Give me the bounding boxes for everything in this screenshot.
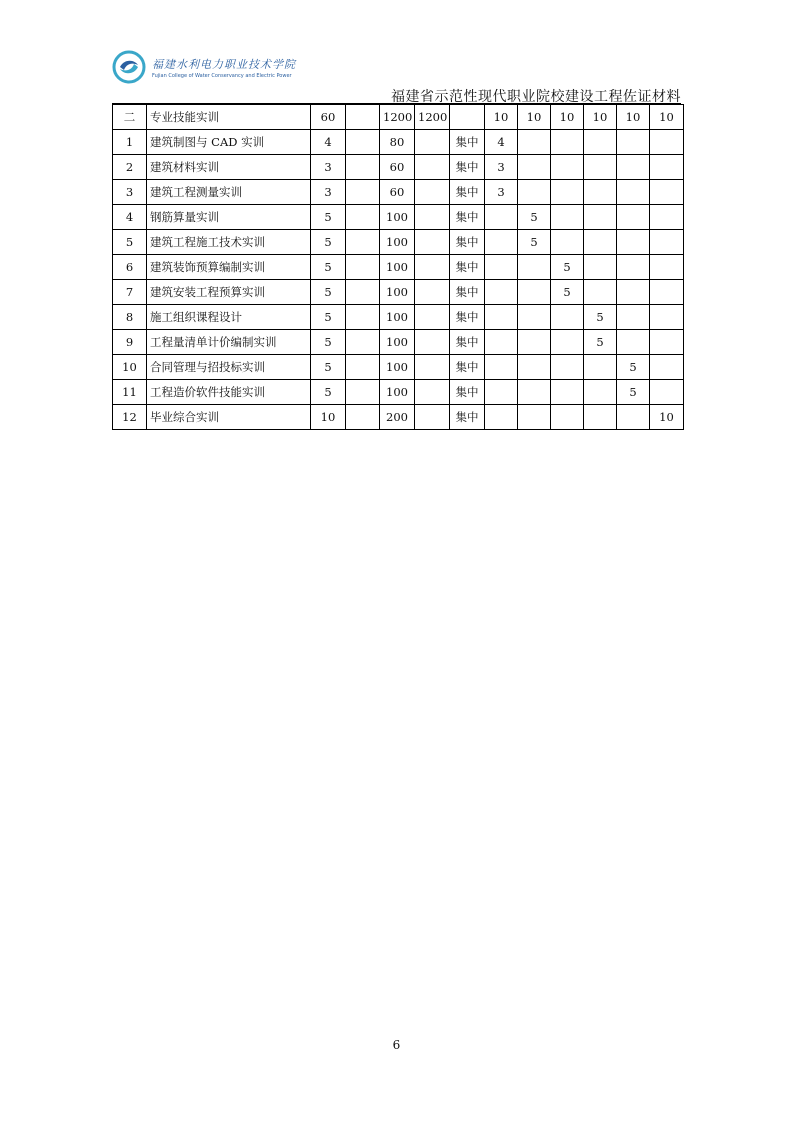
credits-extra-cell xyxy=(346,155,380,180)
sem-6-cell xyxy=(650,130,684,155)
table-row xyxy=(113,230,684,255)
table-row xyxy=(113,130,684,155)
sem-3-cell: 5 xyxy=(551,255,584,280)
delivery-mode-cell: 集中 xyxy=(450,280,485,305)
delivery-mode-cell: 集中 xyxy=(450,330,485,355)
table-row xyxy=(113,205,684,230)
sem-3-cell xyxy=(551,305,584,330)
total-hours-cell: 200 xyxy=(380,405,415,430)
course-name-cell: 毕业综合实训 xyxy=(147,405,311,430)
credits-cell: 5 xyxy=(311,280,346,305)
credits-cell: 5 xyxy=(311,355,346,380)
table-row xyxy=(113,180,684,205)
sem-6-cell xyxy=(650,155,684,180)
seq-no-cell: 11 xyxy=(113,380,147,405)
practice-hours-cell xyxy=(415,355,450,380)
sem-6-cell xyxy=(650,280,684,305)
total-hours-cell: 100 xyxy=(380,280,415,305)
credits-cell: 5 xyxy=(311,230,346,255)
seq-no-cell: 7 xyxy=(113,280,147,305)
credits-extra-cell xyxy=(346,105,380,130)
sem-2-cell: 5 xyxy=(518,230,551,255)
course-name-cell: 施工组织课程设计 xyxy=(147,305,311,330)
practice-hours-cell xyxy=(415,255,450,280)
sem-3-cell: 5 xyxy=(551,280,584,305)
sem-5-cell: 5 xyxy=(617,355,650,380)
page-number: 6 xyxy=(392,1038,401,1052)
sem-2-cell xyxy=(518,355,551,380)
sem-2-cell: 5 xyxy=(518,205,551,230)
sem-5-cell xyxy=(617,330,650,355)
sem-4-cell xyxy=(584,255,617,280)
credits-extra-cell xyxy=(346,355,380,380)
credits-cell: 5 xyxy=(311,305,346,330)
college-logo xyxy=(112,50,296,90)
sem-5-cell xyxy=(617,255,650,280)
sem-3-cell xyxy=(551,330,584,355)
sem-2-cell xyxy=(518,155,551,180)
sem-5-cell xyxy=(617,280,650,305)
sem-1-cell xyxy=(485,305,518,330)
credits-extra-cell xyxy=(346,230,380,255)
sem-1-cell: 3 xyxy=(485,155,518,180)
credits-extra-cell xyxy=(346,205,380,230)
course-name-cell: 工程造价软件技能实训 xyxy=(147,380,311,405)
seq-no-cell: 6 xyxy=(113,255,147,280)
credits-extra-cell xyxy=(346,280,380,305)
credits-cell: 5 xyxy=(311,330,346,355)
practice-hours-cell xyxy=(415,405,450,430)
sem-1-cell xyxy=(485,355,518,380)
credits-extra-cell xyxy=(346,255,380,280)
sem-6-cell xyxy=(650,230,684,255)
sem-4-cell xyxy=(584,130,617,155)
sem-5-cell xyxy=(617,205,650,230)
course-name-cell: 建筑工程测量实训 xyxy=(147,180,311,205)
table-row xyxy=(113,105,684,130)
sem-3-cell xyxy=(551,130,584,155)
logo-chinese-name: 福建水利电力职业技术学院 xyxy=(152,58,296,71)
sem-4-cell xyxy=(584,155,617,180)
sem-1-cell xyxy=(485,230,518,255)
total-hours-cell: 100 xyxy=(380,230,415,255)
sem-4-cell xyxy=(584,280,617,305)
seq-no-cell: 二 xyxy=(113,105,147,130)
sem-4-cell: 5 xyxy=(584,305,617,330)
sem-5-cell: 10 xyxy=(617,105,650,130)
credits-extra-cell xyxy=(346,305,380,330)
credits-cell: 5 xyxy=(311,205,346,230)
delivery-mode-cell: 集中 xyxy=(450,380,485,405)
sem-6-cell xyxy=(650,305,684,330)
sem-3-cell xyxy=(551,205,584,230)
sem-4-cell xyxy=(584,355,617,380)
sem-3-cell xyxy=(551,380,584,405)
sem-1-cell: 3 xyxy=(485,180,518,205)
delivery-mode-cell: 集中 xyxy=(450,180,485,205)
practice-hours-cell xyxy=(415,230,450,255)
sem-5-cell: 5 xyxy=(617,380,650,405)
sem-4-cell: 5 xyxy=(584,330,617,355)
seq-no-cell: 8 xyxy=(113,305,147,330)
sem-6-cell xyxy=(650,330,684,355)
logo-english-name: Fujian College of Water Conservancy and Electric Power xyxy=(152,73,292,79)
table-row xyxy=(113,255,684,280)
sem-1-cell xyxy=(485,205,518,230)
sem-6-cell: 10 xyxy=(650,105,684,130)
delivery-mode-cell: 集中 xyxy=(450,405,485,430)
sem-5-cell xyxy=(617,230,650,255)
sem-3-cell xyxy=(551,155,584,180)
total-hours-cell: 100 xyxy=(380,355,415,380)
total-hours-cell: 80 xyxy=(380,130,415,155)
sem-5-cell xyxy=(617,180,650,205)
delivery-mode-cell: 集中 xyxy=(450,205,485,230)
sem-1-cell: 4 xyxy=(485,130,518,155)
sem-1-cell xyxy=(485,255,518,280)
training-plan-table xyxy=(112,104,684,430)
credits-cell: 4 xyxy=(311,130,346,155)
sem-5-cell xyxy=(617,305,650,330)
delivery-mode-cell: 集中 xyxy=(450,355,485,380)
sem-2-cell xyxy=(518,130,551,155)
seq-no-cell: 3 xyxy=(113,180,147,205)
course-name-cell: 专业技能实训 xyxy=(147,105,311,130)
delivery-mode-cell: 集中 xyxy=(450,230,485,255)
sem-2-cell xyxy=(518,305,551,330)
delivery-mode-cell: 集中 xyxy=(450,155,485,180)
sem-4-cell xyxy=(584,180,617,205)
sem-2-cell xyxy=(518,280,551,305)
seq-no-cell: 10 xyxy=(113,355,147,380)
sem-1-cell xyxy=(485,380,518,405)
practice-hours-cell xyxy=(415,180,450,205)
table-row xyxy=(113,380,684,405)
table-row xyxy=(113,330,684,355)
total-hours-cell: 100 xyxy=(380,380,415,405)
practice-hours-cell xyxy=(415,380,450,405)
seq-no-cell: 12 xyxy=(113,405,147,430)
credits-cell: 5 xyxy=(311,380,346,405)
course-name-cell: 建筑工程施工技术实训 xyxy=(147,230,311,255)
sem-1-cell: 10 xyxy=(485,105,518,130)
total-hours-cell: 60 xyxy=(380,155,415,180)
sem-2-cell xyxy=(518,255,551,280)
sem-6-cell xyxy=(650,205,684,230)
seq-no-cell: 2 xyxy=(113,155,147,180)
practice-hours-cell: 1200 xyxy=(415,105,450,130)
total-hours-cell: 100 xyxy=(380,205,415,230)
sem-3-cell: 10 xyxy=(551,105,584,130)
sem-6-cell xyxy=(650,255,684,280)
seq-no-cell: 5 xyxy=(113,230,147,255)
sem-2-cell xyxy=(518,180,551,205)
total-hours-cell: 100 xyxy=(380,305,415,330)
practice-hours-cell xyxy=(415,155,450,180)
sem-2-cell xyxy=(518,380,551,405)
sem-1-cell xyxy=(485,280,518,305)
practice-hours-cell xyxy=(415,280,450,305)
course-name-cell: 工程量清单计价编制实训 xyxy=(147,330,311,355)
sem-5-cell xyxy=(617,130,650,155)
credits-cell: 3 xyxy=(311,155,346,180)
sem-5-cell xyxy=(617,405,650,430)
total-hours-cell: 60 xyxy=(380,180,415,205)
total-hours-cell: 100 xyxy=(380,255,415,280)
table-row xyxy=(113,355,684,380)
delivery-mode-cell xyxy=(450,105,485,130)
sem-4-cell xyxy=(584,380,617,405)
sem-3-cell xyxy=(551,180,584,205)
course-name-cell: 建筑装饰预算编制实训 xyxy=(147,255,311,280)
course-name-cell: 建筑制图与 CAD 实训 xyxy=(147,130,311,155)
credits-cell: 3 xyxy=(311,180,346,205)
course-name-cell: 合同管理与招投标实训 xyxy=(147,355,311,380)
sem-4-cell xyxy=(584,405,617,430)
table-row xyxy=(113,280,684,305)
total-hours-cell: 1200 xyxy=(380,105,415,130)
sem-4-cell xyxy=(584,230,617,255)
sem-5-cell xyxy=(617,155,650,180)
sem-3-cell xyxy=(551,405,584,430)
sem-2-cell xyxy=(518,330,551,355)
delivery-mode-cell: 集中 xyxy=(450,305,485,330)
table-row xyxy=(113,155,684,180)
total-hours-cell: 100 xyxy=(380,330,415,355)
seq-no-cell: 1 xyxy=(113,130,147,155)
practice-hours-cell xyxy=(415,130,450,155)
practice-hours-cell xyxy=(415,205,450,230)
sem-6-cell xyxy=(650,180,684,205)
seq-no-cell: 4 xyxy=(113,205,147,230)
document-header-title: 福建省示范性现代职业院校建设工程佐证材料 xyxy=(391,89,681,105)
credits-extra-cell xyxy=(346,180,380,205)
course-name-cell: 钢筋算量实训 xyxy=(147,205,311,230)
sem-1-cell xyxy=(485,330,518,355)
delivery-mode-cell: 集中 xyxy=(450,255,485,280)
sem-6-cell xyxy=(650,355,684,380)
credits-cell: 60 xyxy=(311,105,346,130)
course-name-cell: 建筑安装工程预算实训 xyxy=(147,280,311,305)
sem-1-cell xyxy=(485,405,518,430)
table-row xyxy=(113,305,684,330)
credits-cell: 5 xyxy=(311,255,346,280)
sem-4-cell: 10 xyxy=(584,105,617,130)
sem-6-cell: 10 xyxy=(650,405,684,430)
college-emblem-icon xyxy=(112,50,146,84)
credits-extra-cell xyxy=(346,380,380,405)
credits-extra-cell xyxy=(346,330,380,355)
practice-hours-cell xyxy=(415,305,450,330)
sem-6-cell xyxy=(650,380,684,405)
sem-4-cell xyxy=(584,205,617,230)
practice-hours-cell xyxy=(415,330,450,355)
sem-2-cell xyxy=(518,405,551,430)
table-row xyxy=(113,405,684,430)
seq-no-cell: 9 xyxy=(113,330,147,355)
delivery-mode-cell: 集中 xyxy=(450,130,485,155)
course-name-cell: 建筑材料实训 xyxy=(147,155,311,180)
sem-2-cell: 10 xyxy=(518,105,551,130)
credits-cell: 10 xyxy=(311,405,346,430)
sem-3-cell xyxy=(551,230,584,255)
credits-extra-cell xyxy=(346,405,380,430)
sem-3-cell xyxy=(551,355,584,380)
credits-extra-cell xyxy=(346,130,380,155)
